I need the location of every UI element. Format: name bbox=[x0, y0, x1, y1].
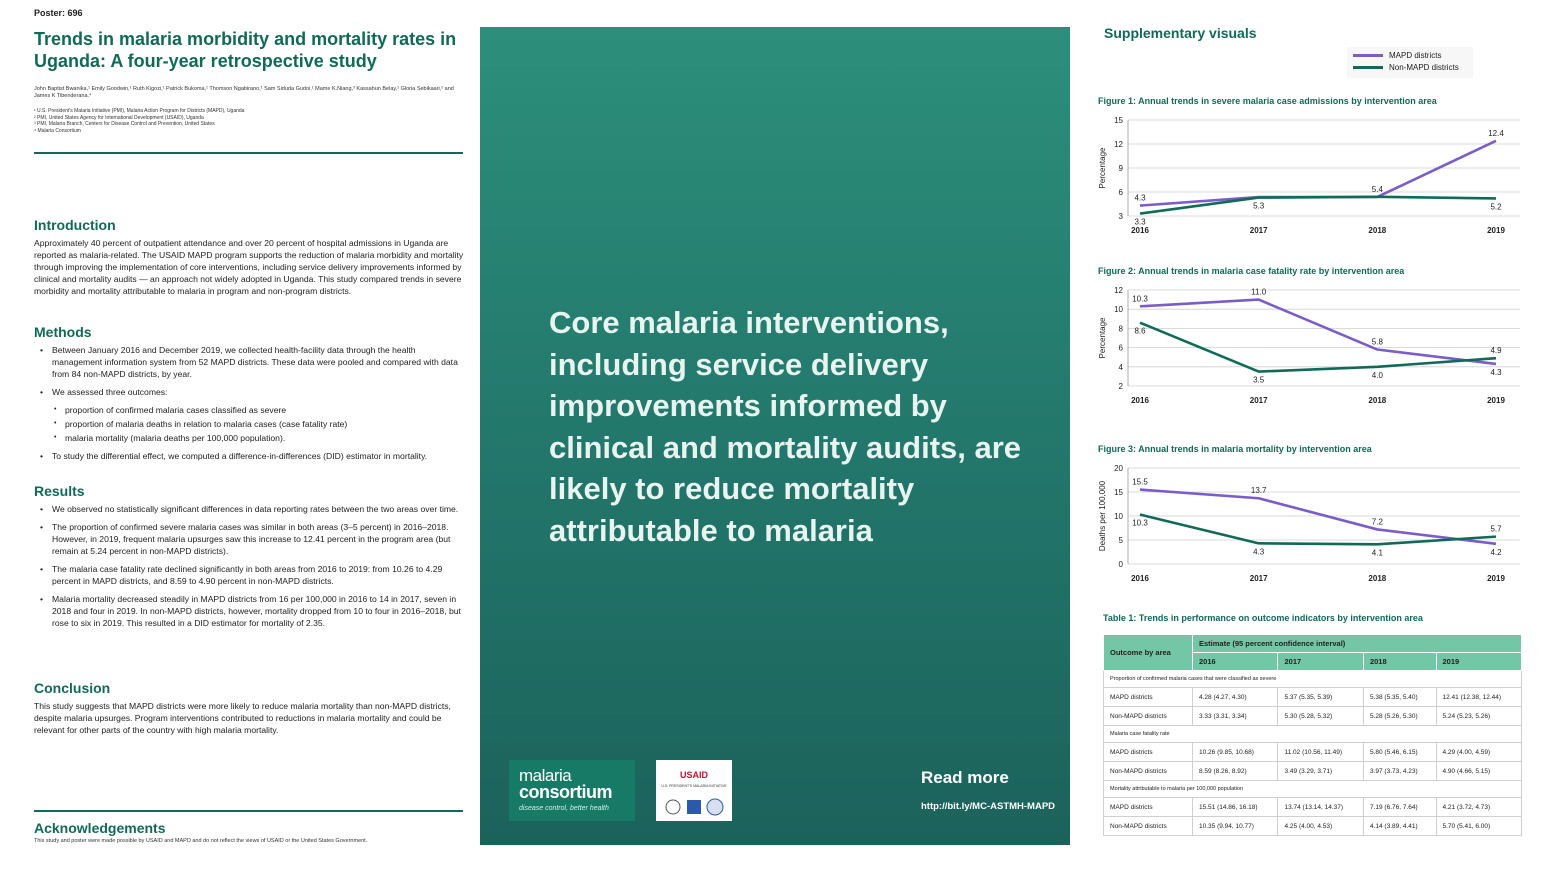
table-row bbox=[1104, 743, 1522, 762]
table-row bbox=[1104, 798, 1522, 817]
table-cell: 3.33 (3.31, 3.34) bbox=[1193, 707, 1278, 726]
x-tick-label: 2018 bbox=[1368, 574, 1387, 583]
table-cell: 5.24 (5.23, 5.26) bbox=[1436, 707, 1522, 726]
methods-heading: Methods bbox=[34, 324, 92, 340]
table-cell: 4.14 (3.89, 4.41) bbox=[1363, 817, 1436, 836]
table-header-year: 2019 bbox=[1436, 653, 1522, 671]
y-axis-label: Percentage bbox=[1098, 147, 1107, 189]
data-label: 4.3 bbox=[1134, 193, 1146, 203]
data-label: 4.3 bbox=[1253, 547, 1265, 557]
series-line-mapd bbox=[1140, 490, 1496, 544]
x-tick-label: 2019 bbox=[1487, 226, 1505, 235]
legend-item-mapd bbox=[1353, 51, 1441, 60]
table-header-estimate: Estimate (95 percent confidence interval) bbox=[1193, 635, 1522, 653]
legend-label-mapd: MAPD districts bbox=[1389, 51, 1442, 60]
y-tick-label: 4 bbox=[1118, 362, 1123, 372]
results-bullet-2: • The proportion of confirmed severe malaria cases was similar in both areas (3–5 percent) in 2016–2018. However, in 2019, frequent malaria upsurges saw this increase to 12.41 percent in the program area (but remain at 5.24 percent in non-MAPD districts). bbox=[34, 521, 464, 557]
footer-divider bbox=[34, 810, 463, 812]
conclusion-heading: Conclusion bbox=[34, 680, 111, 696]
figure-2-title: Figure 2: Annual trends in malaria case fatality rate by intervention area bbox=[1098, 266, 1405, 276]
table-cell: 5.80 (5.46, 6.15) bbox=[1363, 743, 1436, 762]
poster-title: Trends in malaria morbidity and mortality rates in Uganda: A four-year retrospective study bbox=[34, 29, 457, 71]
legend-label-non-mapd: Non-MAPD districts bbox=[1389, 63, 1459, 72]
introduction-heading: Introduction bbox=[34, 217, 116, 233]
series-line-non-mapd bbox=[1140, 323, 1496, 372]
data-label: 12.4 bbox=[1488, 128, 1504, 138]
supplementary-heading: Supplementary visuals bbox=[1104, 25, 1257, 41]
y-tick-label: 10 bbox=[1114, 512, 1123, 521]
key-message-headline: Core malaria interventions, including service delivery improvements informed by clinical and mortality audits, are likely to reduce mortality attributable to malaria bbox=[549, 305, 1022, 548]
methods-sub-bullet-2: • proportion of malaria deaths in relation to malaria cases (case fatality rate) bbox=[34, 418, 464, 430]
table-row bbox=[1104, 817, 1522, 836]
table-cell: 3.49 (3.29, 3.71) bbox=[1278, 762, 1363, 781]
table-cell: 4.90 (4.66, 5.15) bbox=[1436, 762, 1522, 781]
figure-3-title: Figure 3: Annual trends in malaria mortality by intervention area bbox=[1098, 444, 1372, 454]
methods-bullet-1: • Between January 2016 and December 2019, we collected health-facility data through the health management information system from 52 MAPD districts. These data were pooled and compared with data from 84 non-MAPD districts, by year. bbox=[34, 344, 464, 380]
data-label: 4.3 bbox=[1490, 367, 1502, 377]
table-row bbox=[1104, 762, 1522, 781]
affiliation-2: ² PMI, United States Agency for International Development (USAID), Uganda bbox=[34, 114, 204, 121]
data-label: 13.7 bbox=[1250, 486, 1267, 496]
table-cell-area: MAPD districts bbox=[1104, 743, 1193, 762]
methods-list bbox=[34, 344, 464, 462]
y-tick-label: 0 bbox=[1118, 560, 1123, 569]
x-tick-label: 2019 bbox=[1487, 574, 1505, 583]
y-tick-label: 3 bbox=[1118, 212, 1123, 221]
chart-legend bbox=[1347, 47, 1473, 78]
table-cell: 10.35 (9.94, 10.77) bbox=[1193, 817, 1278, 836]
affiliation-4: ⁴ Malaria Consortium bbox=[34, 127, 81, 134]
logo-word-consortium: consortium bbox=[519, 782, 613, 802]
read-more-link[interactable]: http://bit.ly/MC-ASTMH-MAPD bbox=[921, 801, 1056, 812]
read-more-label: Read more bbox=[921, 768, 1009, 787]
table-header-year: 2016 bbox=[1193, 653, 1278, 671]
data-label: 8.6 bbox=[1134, 326, 1146, 336]
poster-number: Poster: 696 bbox=[34, 8, 83, 18]
data-label: 4.0 bbox=[1371, 370, 1383, 380]
figure-2-chart bbox=[1092, 282, 1532, 412]
introduction-text: Approximately 40 percent of outpatient attendance and over 20 percent of hospital admissions in Uganda are reported as malaria-related. The USAID MAPD program supports the reduction of malaria morbidity and mortality through improving the implementation of core interventions, including service delivery improvements informed by clinical and mortality audits — an approach not widely adopted in Uganda. This study compared trends in severe morbidity and mortality attributable to malaria in program and non-program districts. bbox=[34, 238, 464, 296]
series-line-non-mapd bbox=[1140, 197, 1496, 214]
table-cell-area: MAPD districts bbox=[1104, 798, 1193, 817]
table-cell: 5.70 (5.41, 6.00) bbox=[1436, 817, 1522, 836]
data-label: 7.2 bbox=[1371, 517, 1383, 527]
table-cell-area: Non-MAPD districts bbox=[1104, 707, 1193, 726]
data-label: 4.1 bbox=[1371, 548, 1383, 558]
table-header-year: 2017 bbox=[1278, 653, 1363, 671]
table-cell-area: MAPD districts bbox=[1104, 688, 1193, 707]
outcome-table bbox=[1103, 634, 1522, 836]
table-cell: 4.25 (4.00, 4.53) bbox=[1278, 817, 1363, 836]
y-tick-label: 8 bbox=[1118, 324, 1123, 334]
partner-seals-icon bbox=[664, 796, 724, 818]
results-list bbox=[34, 503, 464, 629]
table-header-year: 2018 bbox=[1363, 653, 1436, 671]
x-tick-label: 2017 bbox=[1249, 574, 1268, 583]
data-label: 5.2 bbox=[1490, 202, 1502, 212]
legend-item-non-mapd bbox=[1353, 63, 1459, 72]
affiliation-list bbox=[34, 108, 464, 134]
figure-1-chart bbox=[1092, 112, 1532, 242]
table-title: Table 1: Trends in performance on outcome indicators by intervention area bbox=[1103, 613, 1423, 623]
y-tick-label: 12 bbox=[1114, 286, 1123, 295]
table-cell: 5.30 (5.28, 5.32) bbox=[1278, 707, 1363, 726]
table-row bbox=[1104, 688, 1522, 707]
affiliation-3: ³ PMI, Malaria Branch, Centers for Disease Control and Prevention, United States bbox=[34, 121, 215, 127]
table-header-area: Outcome by area bbox=[1104, 635, 1193, 671]
x-tick-label: 2019 bbox=[1487, 396, 1505, 405]
table-cell-area: Non-MAPD districts bbox=[1104, 817, 1193, 836]
x-tick-label: 2017 bbox=[1249, 226, 1268, 235]
conclusion-text: This study suggests that MAPD districts were more likely to reduce malaria mortality than non-MAPD districts, despite malaria upsurges. Program interventions contributed to reductions in malaria mortality and could be relevant for other parts of the country with high malaria mortality. bbox=[34, 701, 451, 735]
series-line-mapd bbox=[1140, 141, 1496, 206]
table-cell: 5.28 (5.26, 5.30) bbox=[1363, 707, 1436, 726]
methods-bullet-3: • To study the differential effect, we computed a difference-in-differences (DID) estimator in mortality. bbox=[34, 450, 464, 462]
data-label: 4.2 bbox=[1490, 547, 1502, 557]
table-cell: 4.21 (3.72, 4.73) bbox=[1436, 798, 1522, 817]
legend-swatch-non-mapd bbox=[1353, 66, 1383, 69]
x-tick-label: 2017 bbox=[1249, 396, 1268, 405]
table-row bbox=[1104, 707, 1522, 726]
logo-tagline: disease control, better health bbox=[519, 805, 609, 812]
data-label: 10.3 bbox=[1132, 518, 1148, 528]
results-bullet-4: • Malaria mortality decreased steadily in MAPD districts from 16 per 100,000 in 2016 to 14 in 2017, seven in 2018 and four in 2019. In non-MAPD districts, however, mortality dropped from 10 to four in 2016–2018, but rose to six in 2019. This resulted in a DID estimator for mortality of 2.35. bbox=[34, 593, 464, 629]
usaid-pmi-logo bbox=[656, 760, 732, 821]
data-label: 15.5 bbox=[1132, 477, 1148, 487]
table-cell: 13.74 (13.14, 14.37) bbox=[1278, 798, 1363, 817]
acknowledgements-heading: Acknowledgements bbox=[34, 820, 166, 836]
y-tick-label: 6 bbox=[1118, 343, 1123, 353]
acknowledgements-text: This study and poster were made possible by USAID and MAPD and do not reflect the views of USAID or the United States Government. bbox=[34, 838, 368, 844]
legend-swatch-mapd bbox=[1353, 54, 1383, 57]
y-tick-label: 10 bbox=[1114, 305, 1123, 315]
x-tick-label: 2018 bbox=[1368, 396, 1387, 405]
methods-bullet-2: • We assessed three outcomes: bbox=[34, 386, 464, 398]
figure-1-title: Figure 1: Annual trends in severe malaria case admissions by intervention area bbox=[1098, 96, 1437, 106]
data-label: 4.9 bbox=[1490, 346, 1502, 356]
table-group-cfr: Malaria case fatality rate bbox=[1104, 726, 1522, 743]
affiliation-1: ¹ U.S. President's Malaria Initiative (PMI), Malaria Action Program for Districts (MAPD), Uganda bbox=[34, 108, 245, 114]
table-cell: 3.97 (3.73, 4.23) bbox=[1363, 762, 1436, 781]
data-label: 3.3 bbox=[1134, 217, 1146, 227]
table-group-severe: Proportion of confirmed malaria cases that were classified as severe bbox=[1104, 671, 1522, 688]
header-divider bbox=[34, 152, 463, 154]
y-tick-label: 9 bbox=[1118, 164, 1123, 173]
methods-sub-bullet-1: • proportion of confirmed malaria cases classified as severe bbox=[34, 404, 464, 416]
data-label: 5.3 bbox=[1253, 201, 1265, 211]
y-tick-label: 2 bbox=[1118, 382, 1123, 391]
data-label: 11.0 bbox=[1251, 287, 1267, 297]
table-cell: 8.59 (8.26, 8.92) bbox=[1193, 762, 1278, 781]
data-label: 10.3 bbox=[1132, 294, 1148, 304]
y-axis-label: Percentage bbox=[1098, 317, 1107, 359]
malaria-consortium-logo bbox=[509, 760, 635, 821]
results-bullet-3: • The malaria case fatality rate declined significantly in both areas from 2016 to 2019: from 10.26 to 4.29 percent in MAPD districts, and 8.59 to 4.90 percent in non-MAPD districts. bbox=[34, 563, 464, 587]
y-axis-label: Deaths per 100,000 bbox=[1098, 480, 1107, 552]
table-group-mortality: Mortality attributable to malaria per 100,000 population bbox=[1104, 781, 1522, 798]
table-cell: 15.51 (14.86, 16.18) bbox=[1193, 798, 1278, 817]
data-label: 5.8 bbox=[1371, 337, 1383, 347]
data-label: 3.5 bbox=[1253, 375, 1265, 385]
y-tick-label: 5 bbox=[1118, 536, 1123, 545]
table-cell: 5.37 (5.35, 5.39) bbox=[1278, 688, 1363, 707]
usaid-wordmark: USAID bbox=[679, 770, 708, 780]
methods-sub-bullet-3: • malaria mortality (malaria deaths per 100,000 population). bbox=[34, 432, 464, 444]
data-label: 5.4 bbox=[1371, 184, 1383, 194]
table-cell: 11.02 (10.56, 11.49) bbox=[1278, 743, 1363, 762]
results-heading: Results bbox=[34, 483, 85, 499]
table-cell: 4.29 (4.00, 4.59) bbox=[1436, 743, 1522, 762]
y-tick-label: 12 bbox=[1114, 140, 1123, 149]
y-tick-label: 15 bbox=[1114, 116, 1123, 125]
table-cell: 10.26 (9.85, 10.68) bbox=[1193, 743, 1278, 762]
x-tick-label: 2016 bbox=[1131, 396, 1149, 405]
x-tick-label: 2016 bbox=[1131, 226, 1149, 235]
table-cell-area: Non-MAPD districts bbox=[1104, 762, 1193, 781]
results-bullet-1: • We observed no statistically significant differences in data reporting rates between the two areas over time. bbox=[34, 503, 464, 515]
x-tick-label: 2018 bbox=[1368, 226, 1387, 235]
y-tick-label: 6 bbox=[1118, 188, 1123, 197]
author-list: John Baptist Bwanika,¹ Emily Goodwin,¹ Ruth Kigozi,¹ Patrick Bukoma,¹ Thomson Ngabirano,¹ Sam Siduda Gudoi,¹ Mame K.Niang,³ Kassahun Belay,¹ Gloria Sebikaari,² and James K Tibenderana.⁴ bbox=[34, 86, 454, 99]
table-cell: 5.38 (5.35, 5.40) bbox=[1363, 688, 1436, 707]
pmi-wordmark: U.S. PRESIDENT'S MALARIA INITIATIVE bbox=[661, 784, 727, 788]
table-cell: 4.28 (4.27, 4.30) bbox=[1193, 688, 1278, 707]
y-tick-label: 20 bbox=[1114, 464, 1123, 473]
data-label: 5.7 bbox=[1490, 524, 1502, 534]
y-tick-label: 15 bbox=[1114, 488, 1123, 497]
logo-word-malaria: malaria bbox=[519, 766, 572, 785]
figure-3-chart bbox=[1092, 460, 1532, 590]
table-cell: 12.41 (12.38, 12.44) bbox=[1436, 688, 1522, 707]
table-cell: 7.19 (6.76, 7.64) bbox=[1363, 798, 1436, 817]
x-tick-label: 2016 bbox=[1131, 574, 1149, 583]
